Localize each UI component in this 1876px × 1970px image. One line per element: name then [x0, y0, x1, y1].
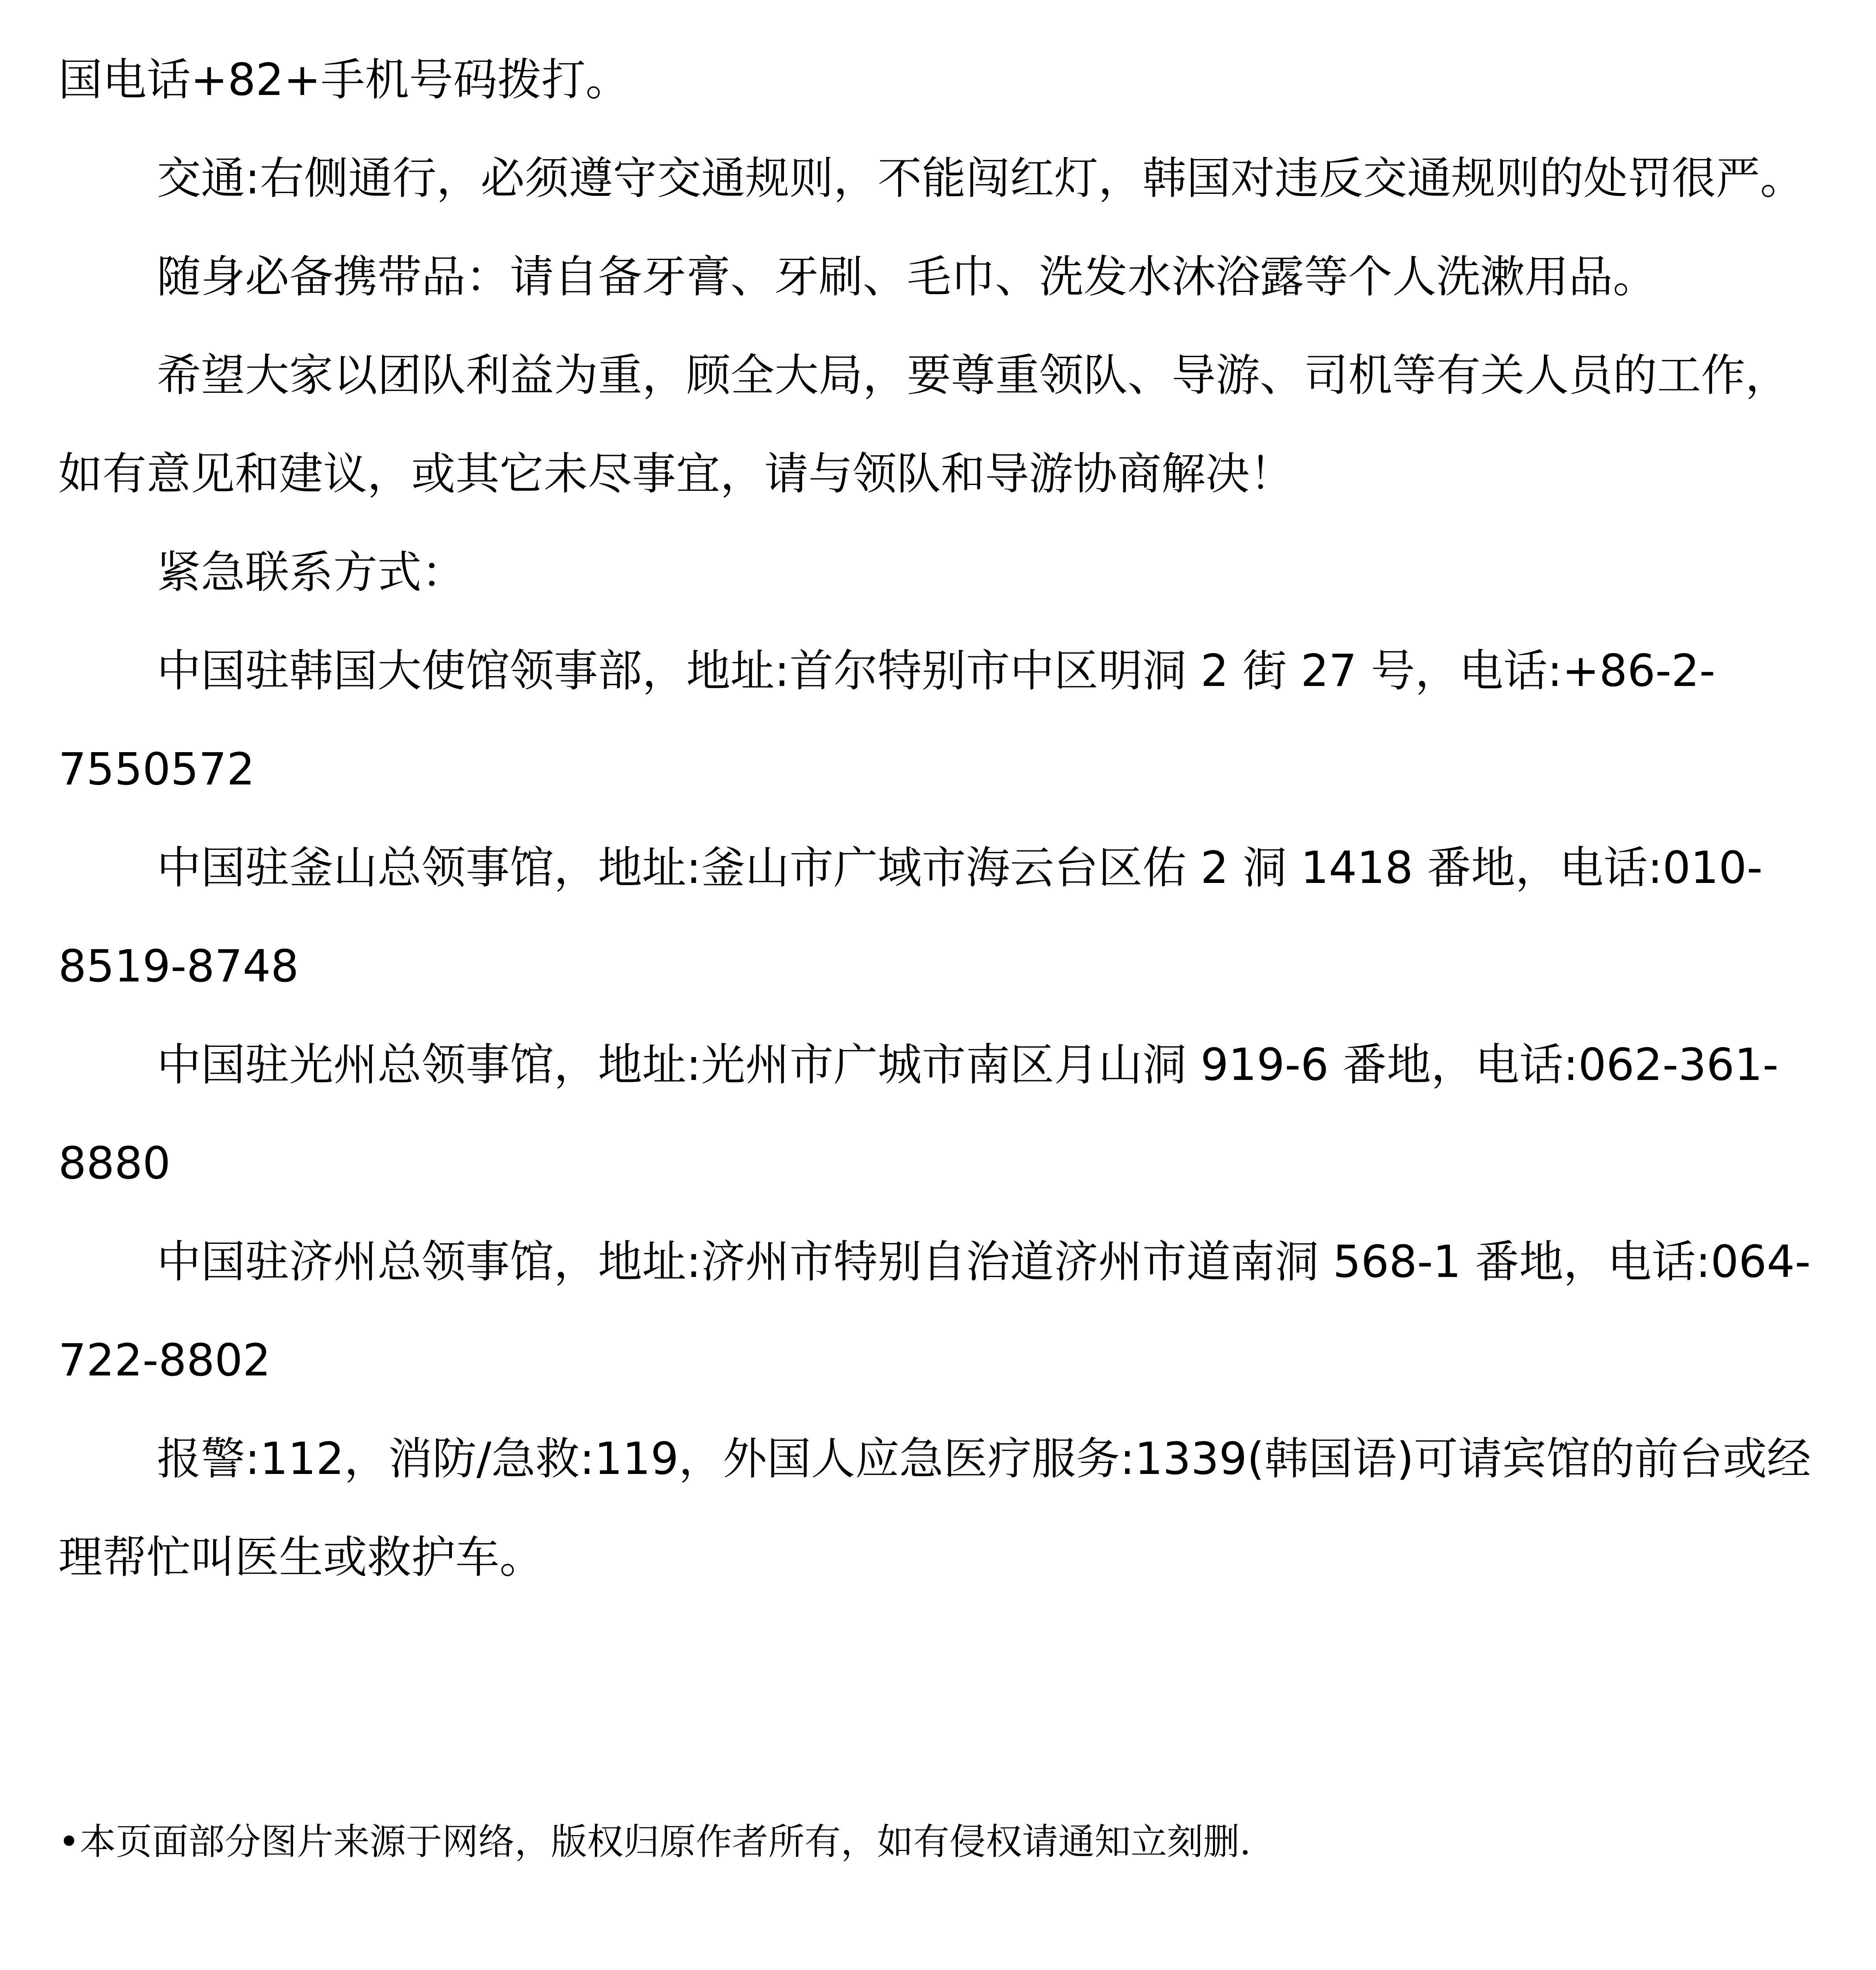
paragraph-emergency-numbers: 报警:112，消防/急救:119，外国人应急医疗服务:1339(韩国语)可请宾馆的前台或经理帮忙叫医生或救护车。: [58, 1433, 1811, 1583]
paragraph-emergency-heading: 紧急联系方式：: [157, 547, 466, 598]
body-text: [58, 31, 1819, 1607]
paragraph-embassy-seoul: 中国驻韩国大使馆领事部，地址:首尔特别市中区明洞 2 街 27 号，电话:+86-2-7550572: [58, 645, 1716, 795]
paragraph-consulate-jeju: 中国驻济州总领事馆，地址:济州市特别自治道济州市道南洞 568-1 番地，电话:064-722-8802: [58, 1236, 1811, 1386]
paragraph-consulate-gwangju: 中国驻光州总领事馆，地址:光州市广城市南区月山洞 919-6 番地，电话:062-361-8880: [58, 1039, 1779, 1189]
copyright-footnote: •本页面部分图片来源于网络，版权归原作者所有，如有侵权请通知立刻删.: [58, 1821, 1251, 1863]
paragraph-team-conduct: 希望大家以团队利益为重，顾全大局，要尊重领队、导游、司机等有关人员的工作，如有意见和建议，或其它未尽事宜，请与领队和导游协商解决！: [58, 350, 1789, 500]
paragraph-traffic: 交通:右侧通行，必须遵守交通规则，不能闯红灯，韩国对违反交通规则的处罚很严。: [157, 153, 1804, 204]
paragraph-phone-dialing: 国电话+82+手机号码拨打。: [58, 54, 630, 106]
paragraph-essentials: 随身必备携带品：请自备牙膏、牙刷、毛巾、洗发水沐浴露等个人洗漱用品。: [157, 251, 1657, 303]
paragraph-consulate-busan: 中国驻釜山总领事馆，地址:釜山市广域市海云台区佑 2 洞 1418 番地，电话:010-8519-8748: [58, 842, 1763, 992]
